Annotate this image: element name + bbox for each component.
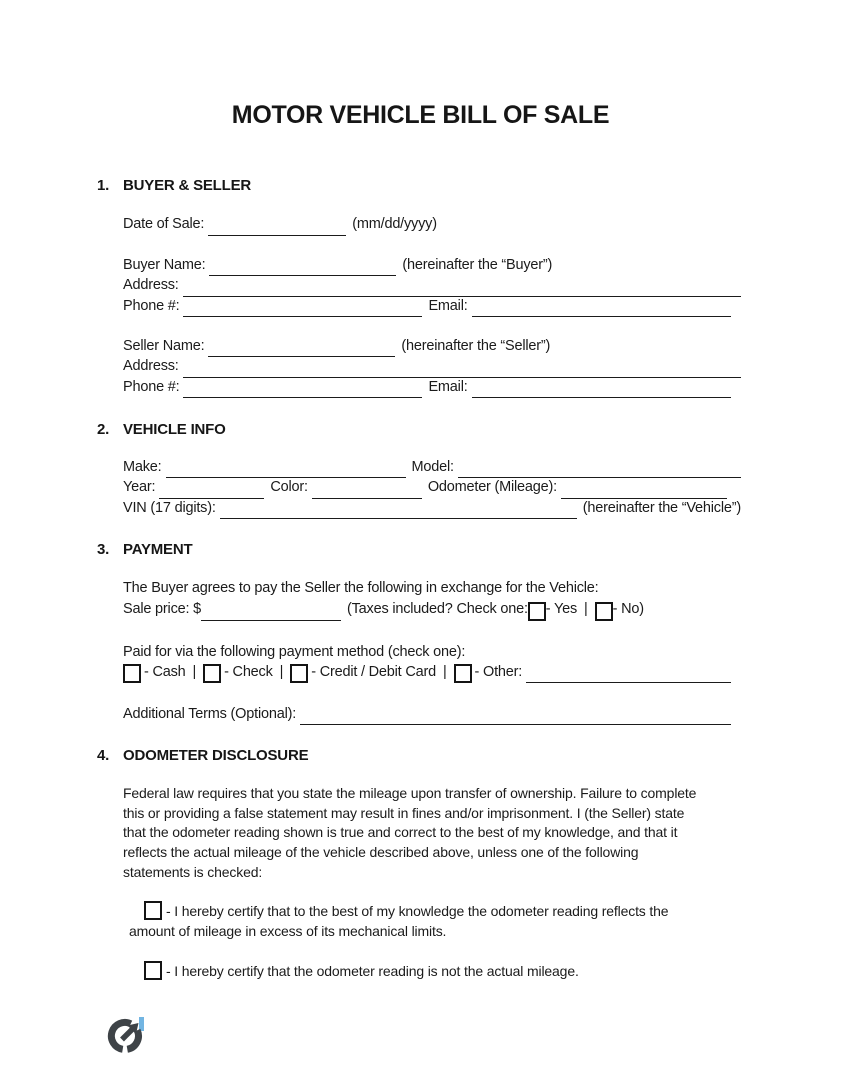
document-title: MOTOR VEHICLE BILL OF SALE	[231, 101, 610, 129]
credit-debit-card-label: - Credit / Debit Card	[311, 663, 436, 680]
statement-text: - I hereby certify that to the best of my knowledge the odometer reading reflects the	[166, 903, 669, 920]
taxes-yes-label: - Yes	[545, 601, 578, 617]
paragraph-line: that the odometer reading shown is true and correct to the best of my knowledge, and that it	[123, 824, 678, 841]
payment-method-intro: Paid for via the following payment method (check one):	[123, 644, 466, 660]
odometer-label: Odometer (Mileage):	[427, 479, 557, 495]
buyer-email-label: Email:	[428, 297, 468, 314]
buyer-phone-label: Phone #:	[123, 297, 180, 314]
buyer-address-row	[123, 276, 741, 297]
section-heading-payment	[97, 540, 741, 560]
buyer-name-note: (hereinafter the “Buyer”)	[402, 256, 553, 273]
sale-price-label: Sale price: $	[123, 601, 201, 617]
additional-terms-row	[123, 705, 741, 726]
date-of-sale-label: Date of Sale:	[123, 216, 205, 232]
section-title: PAYMENT	[123, 540, 193, 558]
statement-text: amount of mileage in excess of its mechanical limits.	[129, 922, 447, 939]
seller-phone-email-row	[123, 378, 741, 399]
separator-pipe: |	[442, 663, 447, 680]
seller-email-label: Email:	[428, 378, 468, 395]
section-heading-odometer-disclosure	[97, 746, 741, 766]
credit-debit-card-checkbox[interactable]	[290, 664, 308, 683]
make-field[interactable]	[166, 458, 406, 479]
separator-pipe: |	[584, 601, 588, 617]
cash-checkbox[interactable]	[123, 664, 141, 683]
section-title: ODOMETER DISCLOSURE	[123, 747, 309, 764]
other-method-field[interactable]	[526, 663, 731, 684]
seller-email-field[interactable]	[472, 378, 731, 399]
payment-method-row	[123, 663, 741, 685]
check-checkbox[interactable]	[203, 664, 221, 683]
year-field[interactable]	[159, 478, 264, 499]
make-label: Make:	[123, 458, 162, 475]
seller-name-field[interactable]	[208, 337, 395, 358]
vin-field[interactable]	[220, 499, 577, 520]
buyer-email-field[interactable]	[472, 297, 731, 318]
section-number: 4.	[97, 747, 110, 764]
section-number: 2.	[97, 420, 110, 438]
section-title: VEHICLE INFO	[123, 420, 226, 438]
seller-phone-field[interactable]	[183, 378, 422, 399]
year-color-odometer-row	[123, 478, 741, 499]
date-format-label: (mm/dd/yyyy)	[352, 216, 437, 232]
taxes-question-label: (Taxes included? Check one:	[347, 601, 528, 617]
date-of-sale-field[interactable]	[208, 215, 346, 236]
sale-price-field[interactable]	[201, 600, 341, 621]
section-title: BUYER & SELLER	[123, 177, 252, 194]
section-number: 3.	[97, 540, 110, 558]
additional-terms-label: Additional Terms (Optional):	[123, 705, 297, 722]
seller-address-field[interactable]	[183, 357, 741, 378]
additional-terms-field[interactable]	[300, 705, 731, 726]
sale-price-row	[123, 600, 741, 622]
seller-address-row	[123, 357, 741, 378]
buyer-block	[123, 256, 741, 318]
vin-row	[123, 499, 741, 520]
check-label: - Check	[224, 663, 273, 680]
paragraph-line: Federal law requires that you state the mileage upon transfer of ownership. Failure to complete	[123, 785, 697, 801]
circular-arrow-logo-icon	[106, 1015, 150, 1057]
section-heading-buyer-seller	[97, 176, 741, 196]
statement-text: - I hereby certify that the odometer reading is not the actual mileage.	[166, 963, 579, 980]
taxes-yes-checkbox[interactable]	[528, 602, 546, 621]
separator-pipe: |	[279, 663, 284, 680]
seller-block	[123, 337, 741, 399]
seller-name-label: Seller Name:	[123, 337, 205, 354]
buyer-phone-field[interactable]	[183, 297, 422, 318]
model-field[interactable]	[458, 458, 741, 479]
seller-name-note: (hereinafter the “Seller”)	[401, 337, 551, 354]
section-heading-vehicle-info	[97, 420, 741, 440]
color-field[interactable]	[312, 478, 422, 499]
separator-pipe: |	[192, 663, 197, 680]
odometer-statement-not-actual	[129, 961, 741, 982]
vin-label: VIN (17 digits):	[123, 499, 216, 516]
color-label: Color:	[270, 479, 308, 495]
payment-intro: The Buyer agrees to pay the Seller the following in exchange for the Vehicle:	[123, 579, 599, 596]
year-label: Year:	[123, 479, 156, 495]
paragraph-line: statements is checked:	[123, 863, 263, 880]
buyer-name-label: Buyer Name:	[123, 256, 206, 273]
buyer-phone-email-row	[123, 297, 741, 318]
buyer-name-row	[123, 256, 741, 277]
section-number: 1.	[97, 177, 110, 194]
vehicle-block	[123, 458, 741, 520]
seller-address-label: Address:	[123, 358, 179, 374]
buyer-address-label: Address:	[123, 277, 179, 293]
taxes-no-label: - No)	[612, 601, 644, 617]
seller-name-row	[123, 337, 741, 358]
other-method-checkbox[interactable]	[454, 664, 472, 683]
odometer-statement-mechanical-limits	[129, 901, 741, 941]
buyer-name-field[interactable]	[209, 256, 396, 277]
vin-note: (hereinafter the “Vehicle”)	[582, 499, 741, 516]
make-model-row	[123, 458, 741, 479]
model-label: Model:	[411, 458, 454, 475]
other-method-label: - Other:	[474, 663, 523, 680]
paragraph-line: this or providing a false statement may result in fines and/or imprisonment. I (the Seller) state	[123, 804, 685, 821]
cash-label: - Cash	[144, 663, 186, 680]
buyer-address-field[interactable]	[183, 276, 741, 297]
not-actual-mileage-checkbox[interactable]	[144, 961, 162, 980]
mechanical-limits-checkbox[interactable]	[144, 901, 162, 920]
seller-phone-label: Phone #:	[123, 378, 180, 395]
date-of-sale-row	[123, 215, 741, 236]
odometer-field[interactable]	[561, 478, 727, 499]
odometer-paragraph	[123, 784, 741, 883]
paragraph-line: reflects the actual mileage of the vehicle described above, unless one of the following	[123, 844, 639, 861]
taxes-no-checkbox[interactable]	[595, 602, 613, 621]
